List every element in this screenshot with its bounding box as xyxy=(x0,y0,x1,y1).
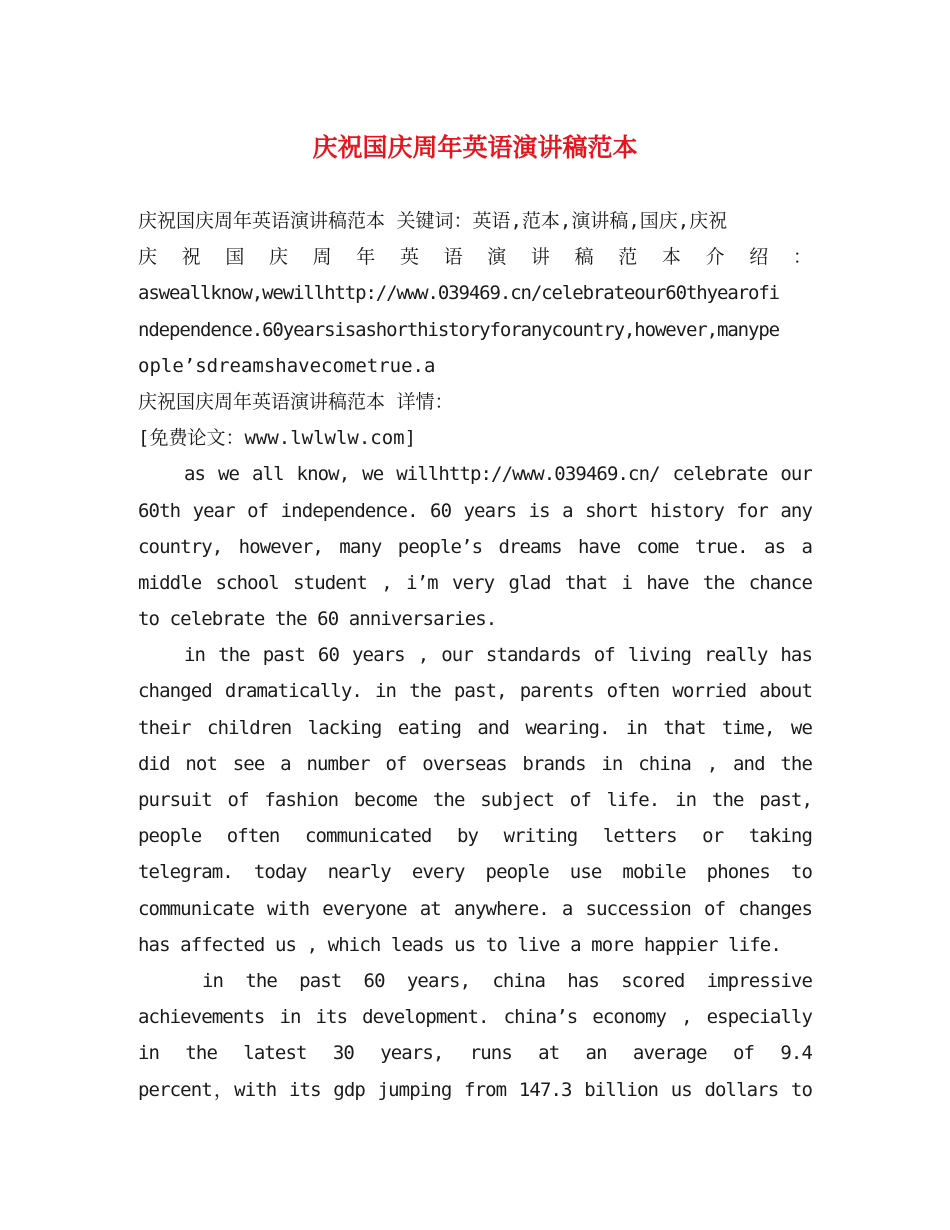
intro-char: 讲 xyxy=(530,246,550,269)
paragraph-line: has affected us , which leads us to live a more happier life. xyxy=(138,933,781,956)
intro-char: 绍 xyxy=(749,246,769,269)
intro-text-line: asweallknow,wewillhttp://www.039469.cn/celebrateour60thyearofi xyxy=(138,282,780,305)
intro-char: 祝 xyxy=(181,246,201,269)
paragraph-line: changed dramatically. in the past, parents often worried about xyxy=(138,680,812,703)
intro-char: ： xyxy=(792,246,812,269)
free-paper-line: [免费论文：www.lwlwlw.com] xyxy=(138,427,417,450)
paragraph-line: in the past 60 years, china has scored impressive xyxy=(202,969,812,992)
intro-char: 稿 xyxy=(574,246,594,269)
intro-char: 庆 xyxy=(268,246,288,269)
details-line: 庆祝国庆周年英语演讲稿范本 详情： xyxy=(138,390,454,413)
paragraph-line: in the past 60 years , our standards of living really has xyxy=(184,644,812,667)
paragraph-line: middle school student , i’m very glad that i have the chance xyxy=(138,571,812,594)
intro-char: 国 xyxy=(225,246,245,269)
paragraph-line: did not see a number of overseas brands in china , and the xyxy=(138,752,812,775)
paragraph-line: communicate with everyone at anywhere. a succession of changes xyxy=(138,897,812,920)
keywords-line: 庆祝国庆周年英语演讲稿范本 关键词：英语,范本,演讲稿,国庆,庆祝 xyxy=(138,210,728,232)
paragraph-line: achievements in its development. china’s economy , especially xyxy=(138,1006,812,1029)
intro-char: 介 xyxy=(705,246,725,269)
document-title: 庆祝国庆周年英语演讲稿范本 xyxy=(312,133,638,162)
intro-heading xyxy=(138,239,812,275)
paragraph-line: people often communicated by writing letters or taking xyxy=(138,825,812,848)
intro-char: 周 xyxy=(312,246,332,269)
paragraph-line: their children lacking eating and wearing. in that time, we xyxy=(138,716,812,739)
paragraph-line: percent，with its gdp jumping from 147.3 billion us dollars to xyxy=(138,1078,812,1101)
intro-char: 本 xyxy=(661,246,681,269)
intro-char: 庆 xyxy=(138,246,158,269)
intro-text-line: ople’sdreamshavecometrue.a xyxy=(138,354,436,377)
paragraph-line: in the latest 30 years, runs at an average of 9.4 xyxy=(138,1042,812,1065)
paragraph-line: 60th year of independence. 60 years is a short history for any xyxy=(138,499,812,522)
intro-char: 范 xyxy=(618,246,638,269)
intro-char: 年 xyxy=(356,246,376,269)
paragraph-line: pursuit of fashion become the subject of life. in the past, xyxy=(138,789,812,811)
paragraph-line: to celebrate the 60 anniversaries. xyxy=(138,608,497,631)
paragraph-line: telegram. today nearly every people use mobile phones to xyxy=(138,861,812,884)
intro-char: 演 xyxy=(487,246,507,269)
intro-char: 语 xyxy=(443,246,463,269)
document-body xyxy=(138,203,812,1108)
paragraph-line: country, however, many people’s dreams have come true. as a xyxy=(138,535,812,558)
intro-text-line: ndependence.60yearsisashorthistoryforanycountry,however,manype xyxy=(138,318,780,341)
intro-char: 英 xyxy=(399,246,419,269)
paragraph-line: as we all know, we willhttp://www.039469.cn/ celebrate our xyxy=(184,463,812,486)
